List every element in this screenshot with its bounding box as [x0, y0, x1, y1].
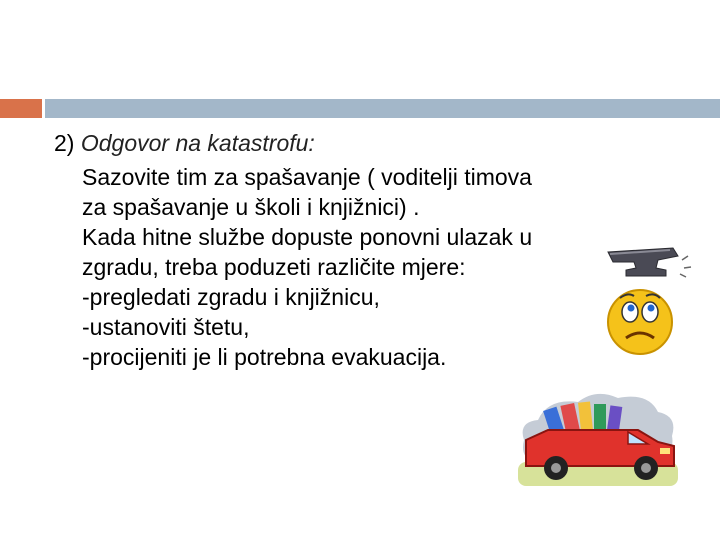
text-line: za spašavanje u školi i knjižnici) . [82, 194, 420, 220]
text-line: -ustanoviti štetu, [82, 314, 250, 340]
text-line: zgradu, treba poduzeti različite mjere: [82, 254, 466, 280]
text-line: Sazovite tim za spašavanje ( voditelji timova [82, 164, 532, 190]
worried-smiley-anvil-icon [578, 240, 698, 360]
text-line: Kada hitne službe dopuste ponovni ulazak u [82, 224, 533, 250]
text-line: -procijeniti je li potrebna evakuacija. [82, 344, 447, 370]
car-with-books-icon [508, 380, 688, 490]
slide-heading [54, 128, 694, 158]
accent-bar-right [45, 99, 720, 118]
text-line: -pregledati zgradu i knjižnicu, [82, 284, 380, 310]
accent-bar-left [0, 99, 42, 118]
heading-number: 2) [54, 130, 75, 156]
heading-title: Odgovor na katastrofu: [80, 130, 315, 156]
